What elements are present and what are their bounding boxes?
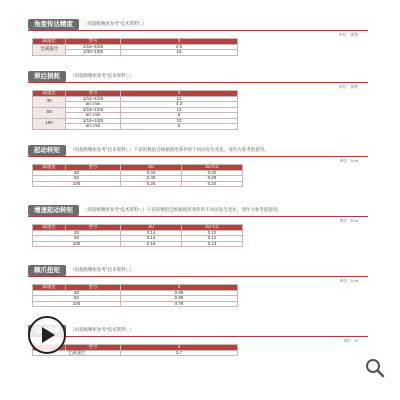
row-value: 3.7 bbox=[121, 350, 238, 356]
row-label: 全减速比 bbox=[33, 44, 66, 55]
section-note: （同超级精密参考“技术资料”。） bbox=[70, 327, 134, 332]
spec-page bbox=[28, 18, 368, 364]
row-value: 0.85 bbox=[121, 296, 238, 302]
header-cell: 型号 bbox=[66, 345, 121, 351]
row-label: 50 bbox=[33, 236, 121, 242]
section-hysteresis-loss bbox=[28, 70, 368, 138]
row-label: 100 bbox=[33, 241, 121, 247]
header-cell: 3 bbox=[121, 39, 238, 45]
table-row bbox=[33, 181, 243, 187]
section-ratchet-torque bbox=[28, 264, 368, 316]
unit-label: 单位：N·m bbox=[339, 279, 358, 283]
row-label: 30 bbox=[33, 290, 121, 296]
table-row bbox=[33, 301, 238, 307]
row-label: 30 bbox=[33, 96, 66, 107]
unit-label: 单位：弧秒 bbox=[339, 33, 358, 37]
header-cell: 3 bbox=[121, 345, 238, 351]
section-rule bbox=[28, 276, 368, 277]
header-cell: 3U-CC bbox=[182, 165, 243, 171]
unit-label: 单位：N·m bbox=[339, 219, 358, 223]
section-starting-efficiency bbox=[28, 324, 368, 364]
row-value: 0.28 bbox=[182, 176, 243, 182]
row-value: 0.16 bbox=[121, 241, 182, 247]
section-note: （同超级精密参考“技术资料”。）下表的数值会根据使用条件的不同而发生变化，请作为参考值使用。 bbox=[83, 207, 282, 212]
row-value: 0.12 bbox=[182, 230, 243, 236]
section-note: （同超级精密参考“技术资料”。） bbox=[70, 267, 134, 272]
row-value: 6 bbox=[121, 113, 238, 119]
row-sub: 1/15~1/25 bbox=[66, 107, 121, 113]
section-title: 棘爪扭矩 bbox=[28, 265, 66, 276]
row-value: 0.26 bbox=[121, 181, 182, 187]
header-cell: 型号 bbox=[66, 165, 121, 171]
header-cell: 减速比 bbox=[33, 91, 66, 97]
row-label: 50 bbox=[33, 107, 66, 118]
section-note: （同超级精密参考“技术资料”。） bbox=[83, 21, 147, 26]
row-value: 0.14 bbox=[121, 230, 182, 236]
zoom-button[interactable] bbox=[364, 357, 386, 379]
header-cell: 型号 bbox=[66, 39, 121, 45]
row-value: 15 bbox=[121, 50, 238, 56]
row-label: 30 bbox=[33, 170, 121, 176]
row-sub: 1/15~1/25 bbox=[66, 118, 121, 124]
table-row bbox=[33, 241, 243, 247]
header-cell: 3 bbox=[121, 285, 238, 291]
row-sub: arc min bbox=[66, 113, 121, 119]
row-value: 0.86 bbox=[121, 290, 238, 296]
header-cell: 型号 bbox=[66, 285, 121, 291]
section-note: （同超级精密参考“技术资料”。）下表的数值会根据使用条件的不同而发生变化，请作为参考值使用。 bbox=[70, 147, 269, 152]
row-value: 0.76 bbox=[121, 301, 238, 307]
header-cell: 3U-CC bbox=[182, 225, 243, 231]
header-cell: 型号 bbox=[66, 91, 121, 97]
section-title: 角度传达精度 bbox=[28, 19, 79, 30]
section-title: 滞后损耗 bbox=[28, 71, 66, 82]
row-value: 0.32 bbox=[182, 170, 243, 176]
row-sub: arc min bbox=[66, 102, 121, 108]
spec-table bbox=[32, 38, 238, 56]
section-rule bbox=[28, 30, 368, 31]
row-value: 12 bbox=[121, 107, 238, 113]
spec-table bbox=[32, 224, 243, 247]
header-cell: 减速比 bbox=[33, 165, 66, 171]
section-rule bbox=[28, 156, 368, 157]
magnifier-icon bbox=[364, 357, 386, 379]
spec-table bbox=[32, 284, 238, 307]
row-value: 0.11 bbox=[182, 236, 243, 242]
header-cell: 减速比 bbox=[33, 39, 66, 45]
table-row bbox=[33, 350, 238, 356]
row-sub: 1/30~1/50 bbox=[66, 50, 121, 56]
row-label: 30 bbox=[33, 230, 121, 236]
section-starting-torque bbox=[28, 144, 368, 196]
row-sub: arc min bbox=[66, 124, 121, 130]
row-label: 全减速比 bbox=[33, 350, 121, 356]
section-title: 增速起动转矩 bbox=[28, 205, 79, 216]
row-label: 100 bbox=[33, 181, 121, 187]
row-value: 0.24 bbox=[182, 181, 243, 187]
header-cell: 3U bbox=[121, 225, 182, 231]
header-cell: 减速比 bbox=[33, 285, 66, 291]
row-label: 100 bbox=[33, 118, 66, 129]
section-angular-accuracy bbox=[28, 18, 368, 62]
row-value: 0.30 bbox=[121, 176, 182, 182]
header-cell: 3U bbox=[121, 165, 182, 171]
header-cell: 3 bbox=[121, 91, 238, 97]
section-rule bbox=[28, 82, 368, 83]
row-value: 2.9 bbox=[121, 44, 238, 50]
section-rule bbox=[28, 216, 368, 217]
row-label: 50 bbox=[33, 176, 121, 182]
row-sub: 1/15~1/25 bbox=[66, 44, 121, 50]
section-speedup-starting-torque bbox=[28, 204, 368, 256]
header-cell: 型号 bbox=[66, 225, 121, 231]
spec-table bbox=[32, 344, 238, 356]
row-value: 4.3 bbox=[121, 102, 238, 108]
play-icon bbox=[40, 326, 56, 344]
unit-label: 单位：% bbox=[343, 339, 358, 343]
spec-table bbox=[32, 164, 243, 187]
unit-label: 单位：N·m bbox=[339, 159, 358, 163]
play-button[interactable] bbox=[28, 316, 66, 354]
section-rule bbox=[28, 336, 368, 337]
unit-label: 单位：弧秒 bbox=[339, 85, 358, 89]
row-sub: 1/15~1/25 bbox=[66, 96, 121, 102]
row-label: 100 bbox=[33, 301, 121, 307]
row-value: 0.13 bbox=[182, 241, 243, 247]
header-cell: 减速比 bbox=[33, 225, 66, 231]
row-value: 0.14 bbox=[121, 236, 182, 242]
spec-table bbox=[32, 90, 238, 130]
row-value: 6 bbox=[121, 124, 238, 130]
row-value: 10 bbox=[121, 118, 238, 124]
section-note: （同超级精密参考“技术资料”。） bbox=[70, 73, 134, 78]
section-title: 起动转矩 bbox=[28, 145, 66, 156]
row-label: 50 bbox=[33, 296, 121, 302]
row-value: 13 bbox=[121, 96, 238, 102]
row-value: 0.34 bbox=[121, 170, 182, 176]
